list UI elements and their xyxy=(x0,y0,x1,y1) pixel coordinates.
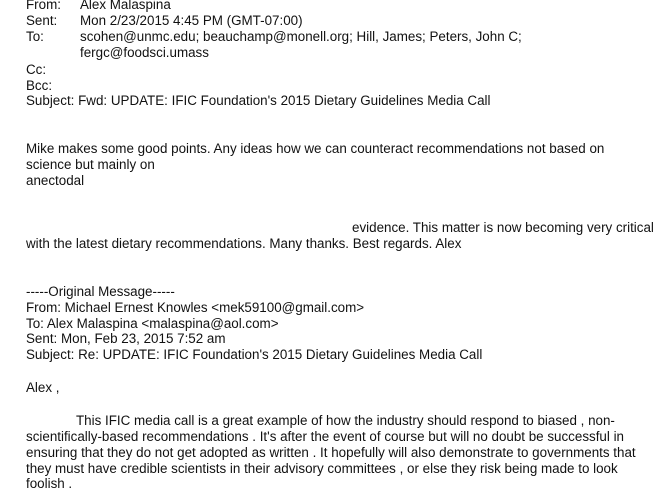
bcc-label: Bcc: xyxy=(26,78,53,93)
from-label: From: xyxy=(26,0,61,12)
sent-value: Mon 2/23/2015 4:45 PM (GMT-07:00) xyxy=(80,13,303,28)
from-value: Alex Malaspina xyxy=(80,0,171,12)
cc-label: Cc: xyxy=(26,62,47,77)
sent-label: Sent: xyxy=(26,13,58,28)
to-value-line2: fergc@foodsci.umass xyxy=(80,45,209,60)
body-para1-line2: science but mainly on xyxy=(26,157,155,172)
original-greeting: Alex , xyxy=(26,380,60,395)
original-separator: -----Original Message----- xyxy=(26,284,175,299)
original-para-line3: ensuring that they do not get adopted as written . It hopefully will also demonstrate to governments that xyxy=(26,445,636,460)
original-para-line4: they must have credible scientists in their advisory committees , or else they risk being made to look xyxy=(26,461,618,476)
subject-line: Subject: Fwd: UPDATE: IFIC Foundation's 2015 Dietary Guidelines Media Call xyxy=(26,93,491,108)
to-value-line1: scohen@unmc.edu; beauchamp@monell.org; Hill, James; Peters, John C; xyxy=(80,29,522,44)
original-to-line: To: Alex Malaspina <malaspina@aol.com> xyxy=(26,316,279,331)
body-para2-line2: with the latest dietary recommendations. Many thanks. Best regards. Alex xyxy=(26,236,462,251)
original-para-line5: foolish . xyxy=(26,476,73,491)
to-label: To: xyxy=(26,29,44,44)
original-subject-line: Subject: Re: UPDATE: IFIC Foundation's 2015 Dietary Guidelines Media Call xyxy=(26,347,483,362)
original-from-line: From: Michael Ernest Knowles <mek59100@gmail.com> xyxy=(26,300,365,315)
original-para-line1: This IFIC media call is a great example of how the industry should respond to biased , non- xyxy=(76,413,615,428)
original-para-line2: scientifically-based recommendations . It's after the event of course but will no doubt be successful in xyxy=(26,429,625,444)
original-sent-line: Sent: Mon, Feb 23, 2015 7:52 am xyxy=(26,331,226,346)
body-para1-line1: Mike makes some good points. Any ideas how we can counteract recommendations not based on xyxy=(26,141,605,156)
body-para2-line1: evidence. This matter is now becoming very critical xyxy=(352,220,654,235)
body-para1-line3: anectodal xyxy=(26,173,85,188)
